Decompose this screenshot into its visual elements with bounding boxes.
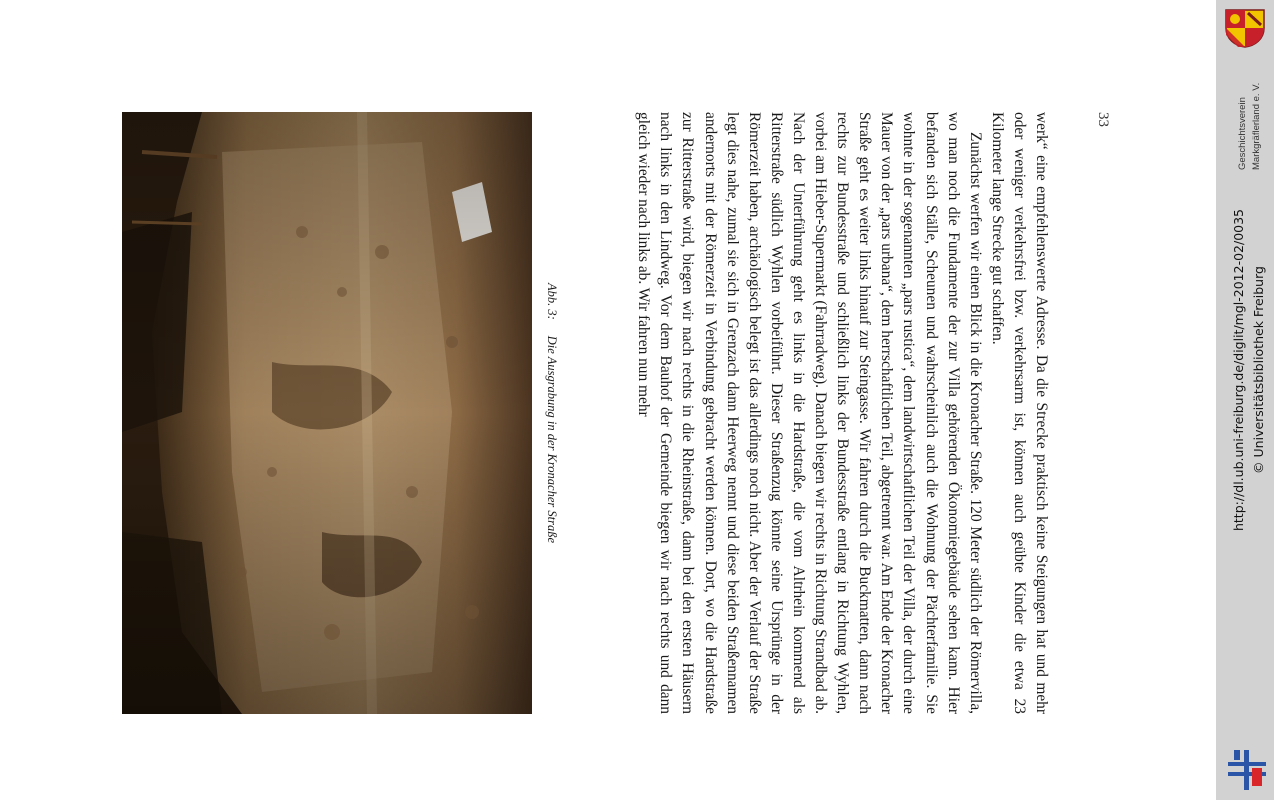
copyright-notice: © Universitätsbibliothek Freiburg — [1251, 266, 1266, 474]
society-line-2: Markgräflerland e. V. — [1251, 82, 1262, 170]
figure-label: Abb. 3: — [545, 282, 559, 320]
page-number: 33 — [1095, 112, 1111, 127]
excavation-photo — [122, 112, 532, 714]
coat-of-arms-icon — [1224, 8, 1266, 48]
society-line-1: Geschichtsverein — [1237, 97, 1248, 170]
paragraph-2: Zunächst werfen wir einen Blick in die Kronacher Straße. 120 Meter südlich der Römervilla, wo man noch die Fundamente der zur Villa gehörenden Ökonomiegebäude sehen kann. Hier befanden sich Ställe, Scheunen und wahrscheinlich auch die Wohnung der Pächterfamilie. Sie wohnte in der sogenannten „pars rustica“, dem landwirtschaftlichen Teil der Villa, der durch eine Mauer von der „pars urbana“, dem herrschaftlichen Teil, abgetrennt war. Am Ende der Kronacher Straße geht es weiter links hinauf zur Steingasse. Wir fahren durch die Buckmatten, dann nach rechts zur Bundesstraße und schließlich links der Bundesstraße entlang in Richtung Wyhlen, vorbei am Hieber-Supermarkt (Fahrradweg). Danach biegen wir rechts in Richtung Strandbad ab. Nach der Unterführung geht es links in die Hardstraße, die vom Altrhein kommend als Ritterstraße südlich Wyhlen vorbeiführt. Dieser Straßenzug könnte seine Ursprünge in der Römerzeit haben, archäologisch belegt ist das allerdings noch nicht. Aber der Verlauf der Straße legt dies nahe, zumal sie sich in Grenzach dann Heerweg nennt und diese beiden Straßennamen andernorts mit der Römerzeit in Verbindung gebracht werden können. Dort, wo die Hardstraße zur Ritterstraße wird, biegen wir nach rechts in die Rheinstraße, dann bei den ersten Häusern nach links in den Lindweg. Vor dem Bauhof der Gemeinde biegen wir nach rechts und dann gleich wieder nach links ab. Wir fahren nun mehr — [635, 112, 984, 714]
source-url — [1230, 100, 1248, 640]
figure-caption-text: Die Ausgrabung in der Kronacher Straße — [545, 335, 559, 544]
figure-caption — [541, 112, 563, 714]
paragraph-1: werk“ eine empfehlenswerte Adresse. Da die Strecke praktisch keine Steigungen hat und mehr oder weniger verkehrsfrei bzw. verkehrsarm ist, können auch geübte Kinder die etwa 23 Kilometer lange Strecke gut schaffen. — [988, 112, 1050, 714]
body-text — [606, 112, 1052, 714]
source-url-link[interactable]: http://dl.ub.uni-freiburg.de/diglit/mgl-2012-02/0035 — [1231, 208, 1246, 532]
ub-freiburg-logo-icon — [1226, 748, 1268, 792]
